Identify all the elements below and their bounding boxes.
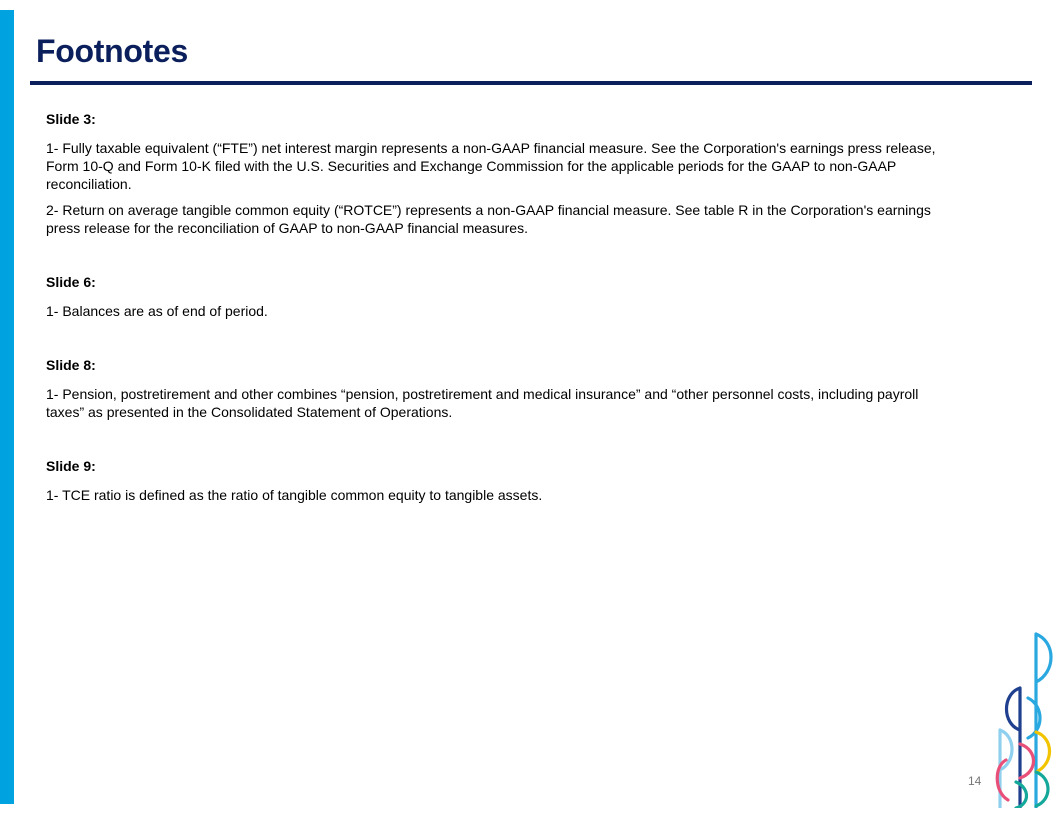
footnote-section-slide-8 — [46, 356, 956, 421]
slide-heading: Slide 3: — [46, 111, 96, 127]
footnote-item: 1- Pension, postretirement and other combines “pension, postretirement and medical insurance” and “other personnel costs, including payroll taxes” as presented in the Consolidated Statement of Operations. — [46, 386, 919, 420]
left-accent-bar — [0, 10, 14, 804]
footnote-section-slide-9 — [46, 457, 956, 504]
logo-stroke-pink — [997, 744, 1033, 800]
footnote-item: 2- Return on average tangible common equity (“ROTCE”) represents a non-GAAP financial measure. See table R in the Corporation's earnings press release for the reconciliation of GAAP to non-GAAP financial measures. — [46, 202, 931, 236]
footnote-item: 1- Balances are as of end of period. — [46, 303, 268, 319]
footnote-section-slide-6 — [46, 273, 956, 320]
page-title: Footnotes — [36, 33, 188, 69]
title-divider — [30, 81, 1032, 85]
footnote-section-slide-3 — [46, 110, 956, 237]
footnotes-body — [46, 110, 956, 540]
slide-heading: Slide 9: — [46, 458, 96, 474]
footnote-item: 1- TCE ratio is defined as the ratio of tangible common equity to tangible assets. — [46, 487, 543, 503]
slide-heading: Slide 6: — [46, 274, 96, 290]
slide-heading: Slide 8: — [46, 357, 96, 373]
page-number: 14 — [968, 774, 982, 788]
corporate-logo-icon — [994, 632, 1056, 808]
logo-stroke-yellow — [1036, 732, 1050, 772]
footnote-item: 1- Fully taxable equivalent (“FTE”) net interest margin represents a non-GAAP financial measure. See the Corporation's earnings press release, Form 10-Q and Form 10-K filed with the U.S. Securities and Exchange Commission for the applicable periods for the GAAP to non-GAAP reconciliation. — [46, 140, 936, 192]
